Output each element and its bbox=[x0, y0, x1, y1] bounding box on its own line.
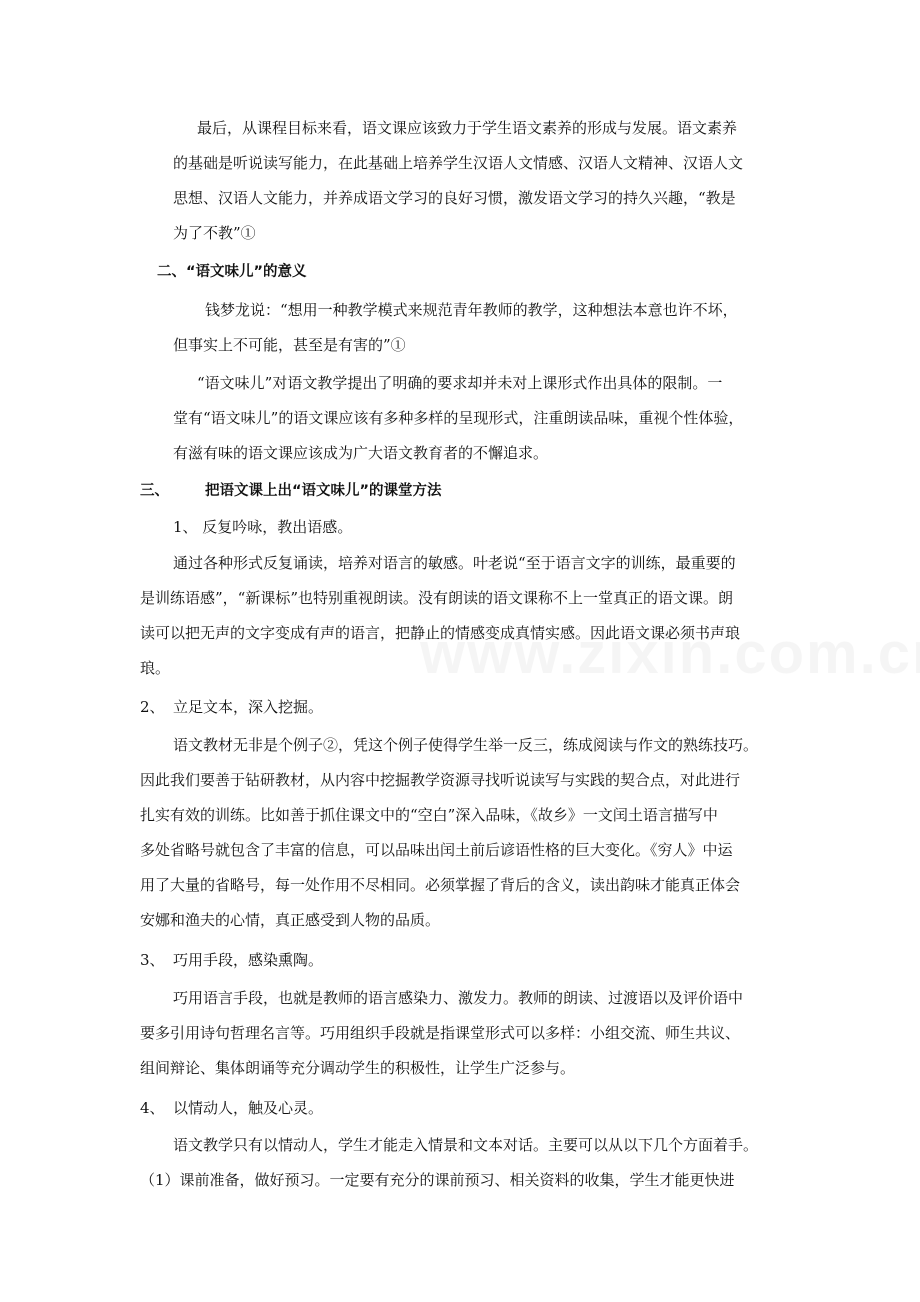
list-number: 4、 bbox=[140, 1099, 165, 1117]
paragraph-line: 用了大量的省略号，每一处作用不尽相同。必须掌握了背后的含义，读出韵味才能真正体会 bbox=[140, 876, 741, 894]
paragraph-line: 但事实上不可能，甚至是有害的”① bbox=[173, 336, 406, 354]
paragraph-line: 多处省略号就包含了丰富的信息，可以品味出闰土前后谚语性格的巨大变化。《穷人》中运 bbox=[140, 841, 733, 859]
section-heading: 二、“语文味儿”的意义 bbox=[157, 264, 307, 280]
paragraph-line: 有滋有味的语文课应该成为广大语文教育者的不懈追求。 bbox=[173, 444, 549, 462]
paragraph-line: 扎实有效的训练。比如善于抓住课文中的“空白”深入品味，《故乡》一文闰土语言描写中 bbox=[140, 806, 718, 824]
paragraph-line: 堂有“语文味儿”的语文课应该有多种多样的呈现形式，注重朗读品味，重视个性体验， bbox=[173, 409, 744, 427]
paragraph-line: 读可以把无声的文字变成有声的语言，把静止的情感变成真情实感。因此语文课必须书声琅 bbox=[140, 624, 741, 642]
section-heading: 把语文课上出“语文味儿”的课堂方法 bbox=[205, 483, 442, 499]
paragraph-line: 因此我们要善于钻研教材，从内容中挖掘教学资源寻找听说读写与实践的契合点，对此进行 bbox=[140, 771, 741, 789]
paragraph-line: 组间辩论、集体朗诵等充分调动学生的积极性，让学生广泛参与。 bbox=[140, 1059, 576, 1077]
paragraph-line: 通过各种形式反复诵读，培养对语言的敏感。叶老说“至于语言文字的训练，最重要的 bbox=[173, 554, 736, 572]
paragraph-line: 为了不教”① bbox=[173, 224, 256, 242]
paragraph-line: （1）课前准备，做好预习。一定要有充分的课前预习、相关资料的收集，学生才能更快进 bbox=[140, 1171, 735, 1189]
paragraph-line: 的基础是听说读写能力，在此基础上培养学生汉语人文情感、汉语人文精神、汉语人文 bbox=[173, 154, 744, 172]
paragraph-line: 钱梦龙说：“想用一种教学模式来规范青年教师的教学，这种想法本意也许不坏， bbox=[205, 301, 738, 319]
paragraph-line: 是训练语感”，“新课标”也特别重视朗读。没有朗读的语文课称不上一堂真正的语文课。朗 bbox=[140, 589, 734, 607]
list-item-heading: 巧用手段，感染熏陶。 bbox=[173, 951, 324, 969]
paragraph-line: 语文教学只有以情动人，学生才能走入情景和文本对话。主要可以从以下几个方面着手。 bbox=[173, 1136, 759, 1154]
paragraph-line: 巧用语言手段，也就是教师的语言感染力、激发力。教师的朗读、过渡语以及评价语中 bbox=[173, 989, 744, 1007]
paragraph-line: 要多引用诗句哲理名言等。巧用组织手段就是指课堂形式可以多样：小组交流、师生共议、 bbox=[140, 1024, 741, 1042]
list-item-heading: 1、 反复吟咏，教出语感。 bbox=[173, 518, 353, 536]
paragraph-line: 思想、汉语人文能力，并养成语文学习的良好习惯，激发语文学习的持久兴趣，“教是 bbox=[173, 189, 736, 207]
list-item-heading: 立足文本，深入挖掘。 bbox=[173, 698, 324, 716]
paragraph-line: 安娜和渔夫的心情，真正感受到人物的品质。 bbox=[140, 911, 441, 929]
list-number: 3、 bbox=[140, 951, 165, 969]
list-item-heading: 以情动人，触及心灵。 bbox=[173, 1099, 324, 1117]
paragraph-line: 琅。 bbox=[140, 659, 171, 677]
paragraph-line: 最后，从课程目标来看，语文课应该致力于学生语文素养的形成与发展。语文素养 bbox=[197, 119, 738, 137]
list-number: 2、 bbox=[140, 698, 165, 716]
paragraph-line: “语文味儿”对语文教学提出了明确的要求却并未对上课形式作出具体的限制。一 bbox=[197, 374, 723, 392]
section-number: 三、 bbox=[140, 483, 169, 499]
paragraph-line: 语文教材无非是个例子②，凭这个例子使得学生举一反三，练成阅读与作文的熟练技巧。 bbox=[173, 736, 759, 754]
